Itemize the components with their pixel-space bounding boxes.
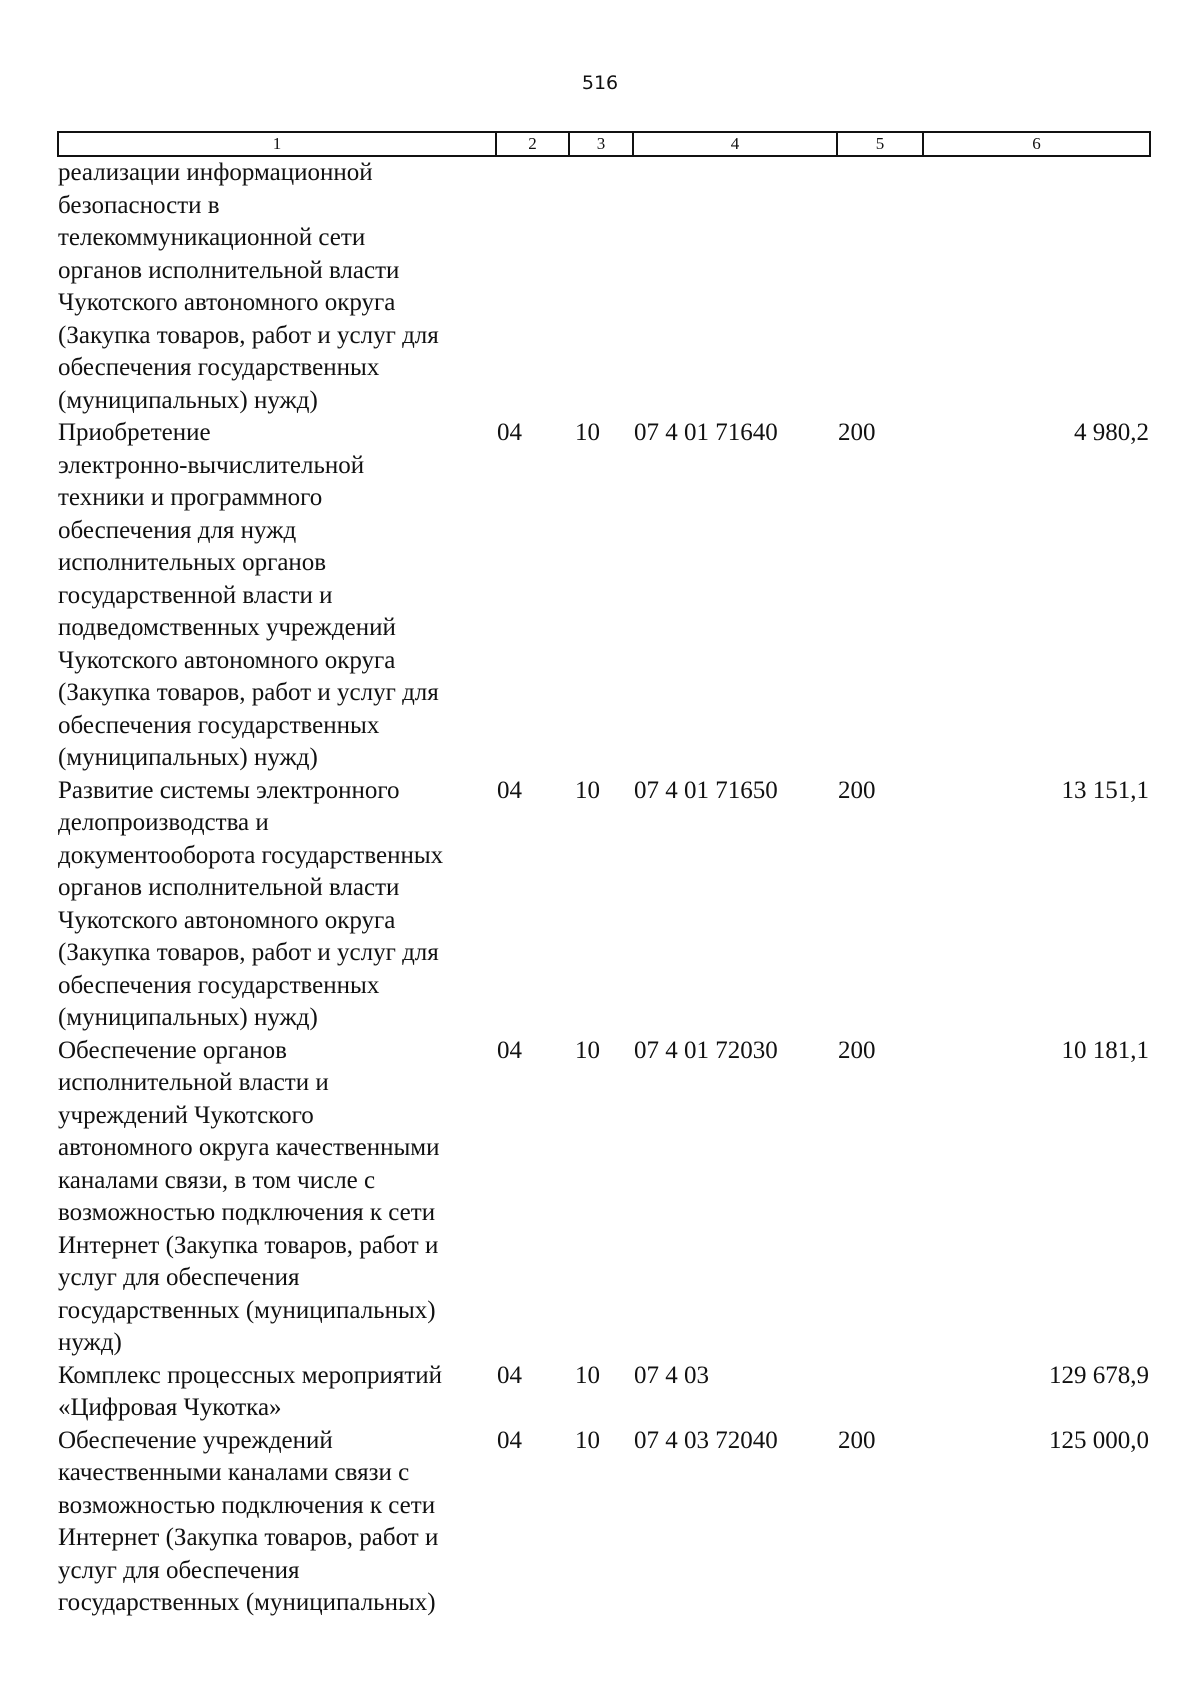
row-section: 04 [497, 1426, 522, 1454]
column-header-5: 5 [837, 132, 923, 156]
row-amount [923, 156, 1150, 417]
row-name: Обеспечение органов исполнительной власти и учреждений Чукотского автономного округа качественными каналами связи, в том числе с возможностью подключения к сети Интернет (Закупка товаров, работ и услуг для обеспечения государственных (муниципальных) нужд) [58, 1036, 440, 1356]
row-target: 07 4 01 71640 [634, 419, 778, 446]
row-subsection [569, 156, 633, 417]
row-amount: 129 678,9 [1049, 1361, 1149, 1389]
page-number: 516 [581, 72, 619, 94]
row-subsection: 10 [575, 1036, 600, 1064]
row-target: 07 4 03 72040 [634, 1426, 778, 1454]
row-section: 04 [497, 419, 522, 446]
table-row [58, 1425, 1150, 1620]
column-header-4: 4 [633, 132, 837, 156]
row-name: реализации информационной безопасности в телекоммуникационной сети органов исполнительной власти Чукотского автономного округа (Закупка товаров, работ и услуг для обеспечения государственных (муниципальных) нужд) [58, 159, 439, 414]
table-row [58, 417, 1150, 775]
budget-table [57, 131, 1151, 1620]
row-expense-type: 200 [838, 419, 876, 446]
row-target: 07 4 03 [634, 1361, 709, 1389]
row-amount: 13 151,1 [1061, 776, 1149, 804]
row-amount: 125 000,0 [1049, 1426, 1149, 1454]
row-target: 07 4 01 71650 [634, 776, 778, 804]
row-amount: 4 980,2 [1074, 419, 1149, 446]
row-section: 04 [497, 1036, 522, 1064]
row-expense-type: 200 [838, 1426, 876, 1454]
row-section: 04 [497, 776, 522, 804]
row-name: Комплекс процессных мероприятий «Цифровая Чукотка» [58, 1361, 443, 1421]
header-row [58, 132, 1150, 156]
row-expense-type [837, 1360, 923, 1425]
row-name: Обеспечение учреждений качественными каналами связи с возможностью подключения к сети Интернет (Закупка товаров, работ и услуг для обеспечения государственных (муниципальных) [58, 1426, 439, 1616]
row-subsection: 10 [575, 419, 600, 446]
row-expense-type [837, 156, 923, 417]
row-subsection: 10 [575, 776, 600, 804]
row-expense-type: 200 [838, 1036, 876, 1064]
row-target [633, 156, 837, 417]
row-subsection: 10 [575, 1361, 600, 1389]
column-header-2: 2 [496, 132, 569, 156]
row-subsection: 10 [575, 1426, 600, 1454]
column-header-6: 6 [923, 132, 1150, 156]
row-name: Приобретение электронно-вычислительной техники и программного обеспечения для нужд исполнительных органов государственной власти и подведомственных учреждений Чукотского автономного округа (Закупка товаров, работ и услуг для обеспечения государственных (муниципальных) нужд) [58, 419, 439, 771]
row-section [496, 156, 569, 417]
row-amount: 10 181,1 [1061, 1036, 1149, 1064]
row-target: 07 4 01 72030 [634, 1036, 778, 1064]
column-header-1: 1 [58, 132, 496, 156]
column-header-3: 3 [569, 132, 633, 156]
table-row [58, 1035, 1150, 1360]
table-row [58, 775, 1150, 1035]
table-row [58, 156, 1150, 417]
row-expense-type: 200 [838, 776, 876, 804]
row-name: Развитие системы электронного делопроизводства и документооборота государственных органов исполнительной власти Чукотского автономного округа (Закупка товаров, работ и услуг для обеспечения государственных (муниципальных) нужд) [58, 776, 444, 1031]
table-row [58, 1360, 1150, 1425]
row-section: 04 [497, 1361, 522, 1389]
